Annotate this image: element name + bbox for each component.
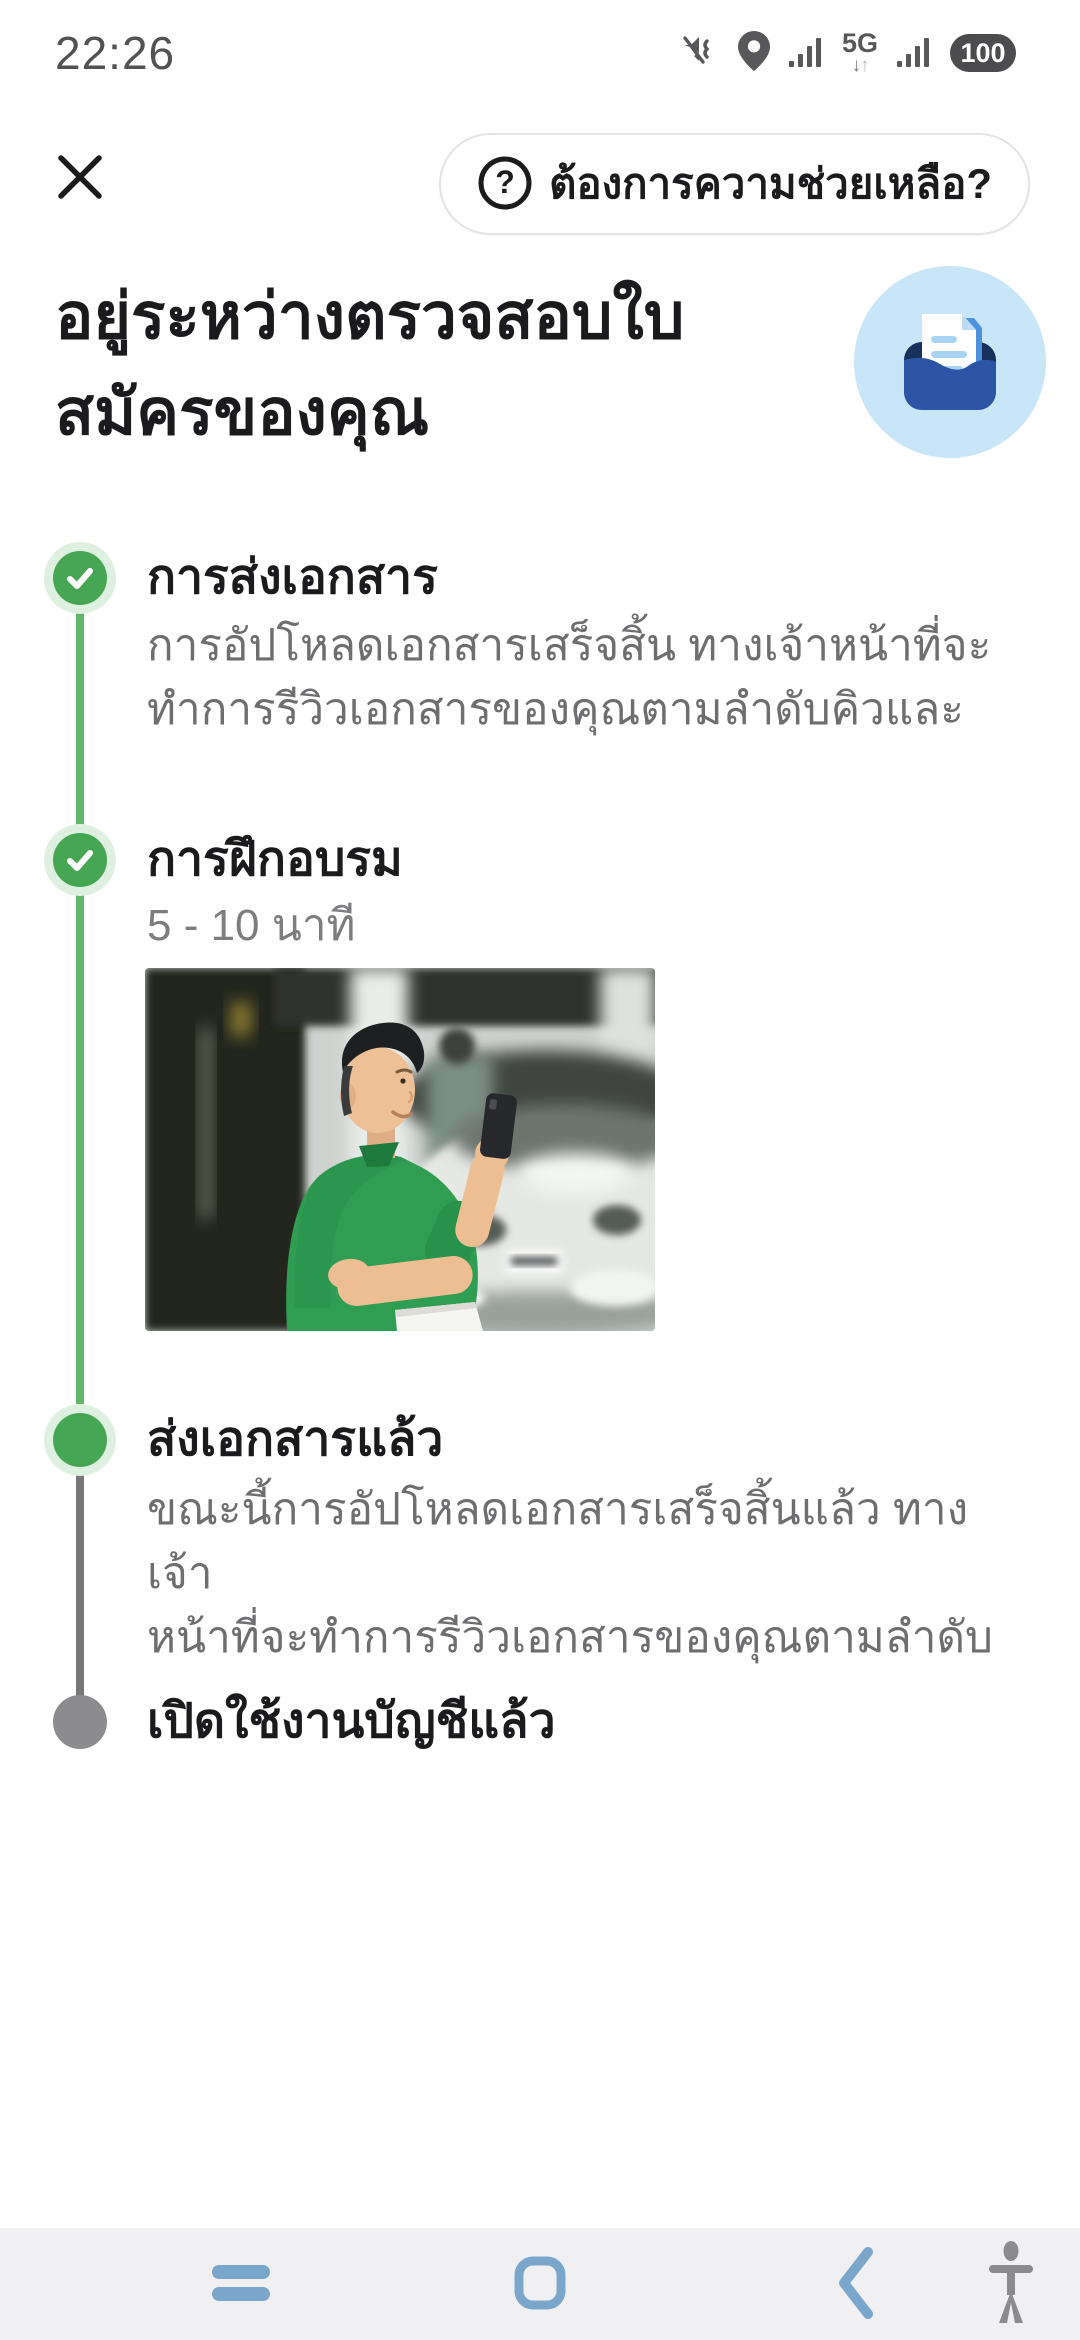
page-title bbox=[55, 268, 835, 460]
home-button[interactable] bbox=[470, 2228, 610, 2340]
location-icon bbox=[738, 31, 770, 76]
step1-title: การส่งเอกสาร bbox=[147, 551, 438, 604]
training-photo bbox=[145, 968, 655, 1331]
recents-button[interactable] bbox=[171, 2228, 311, 2340]
step4-pending-circle bbox=[53, 1695, 107, 1749]
step3-title: ส่งเอกสารแล้ว bbox=[147, 1413, 444, 1466]
page-title-line2: สมัครของคุณ bbox=[55, 376, 430, 448]
help-button-label: ต้องการความช่วยเหลือ? bbox=[549, 160, 992, 207]
back-icon bbox=[836, 2246, 876, 2323]
step1-check-circle bbox=[44, 542, 116, 614]
close-icon bbox=[57, 154, 103, 203]
clock: 22:26 bbox=[55, 27, 176, 79]
check-icon bbox=[53, 551, 107, 605]
signal-icon bbox=[788, 33, 824, 74]
close-button[interactable] bbox=[50, 148, 110, 208]
step2-title: การฝึกอบรม bbox=[147, 833, 403, 886]
signal-icon bbox=[896, 33, 932, 74]
page-title-line1: อยู่ระหว่างตรวจสอบใบ bbox=[55, 280, 685, 352]
step2-check-circle bbox=[44, 824, 116, 896]
step1-description: การอัปโหลดเอกสารเสร็จสิ้น ทางเจ้าหน้าที่จะ ทำการรีวิวเอกสารของคุณตามลำดับคิวและ bbox=[147, 621, 992, 734]
step3-description: ขณะนี้การอัปโหลดเอกสารเสร็จสิ้นแล้ว ทางเจ้า หน้าที่จะทำการรีวิวเอกสารของคุณตามลำดับ bbox=[147, 1485, 993, 1662]
status-icons bbox=[680, 27, 1016, 76]
help-button[interactable] bbox=[439, 133, 1030, 235]
recents-icon bbox=[210, 2261, 272, 2308]
check-icon bbox=[53, 833, 107, 887]
step4-title: เปิดใช้งานบัญชีแล้ว bbox=[147, 1695, 556, 1748]
question-circle-icon bbox=[477, 155, 533, 214]
accessibility-icon bbox=[983, 2241, 1039, 2328]
svg-text:?: ? bbox=[495, 163, 515, 200]
mute-icon bbox=[680, 31, 720, 76]
documents-folder-icon bbox=[854, 266, 1046, 458]
5g-icon: 5G ↓↑ bbox=[841, 27, 878, 76]
android-nav-bar bbox=[0, 2228, 1080, 2340]
step3-current-circle bbox=[44, 1404, 116, 1476]
timeline-connector-pending bbox=[76, 1440, 84, 1722]
step2-duration: 5 - 10 นาที bbox=[147, 901, 356, 950]
back-button[interactable] bbox=[786, 2228, 926, 2340]
battery-indicator: 100 bbox=[950, 34, 1016, 72]
accessibility-button[interactable] bbox=[951, 2228, 1071, 2340]
timeline-connector-completed bbox=[76, 578, 84, 1440]
home-icon bbox=[514, 2256, 566, 2313]
current-step-dot bbox=[53, 1413, 107, 1467]
status-bar bbox=[55, 28, 1016, 78]
